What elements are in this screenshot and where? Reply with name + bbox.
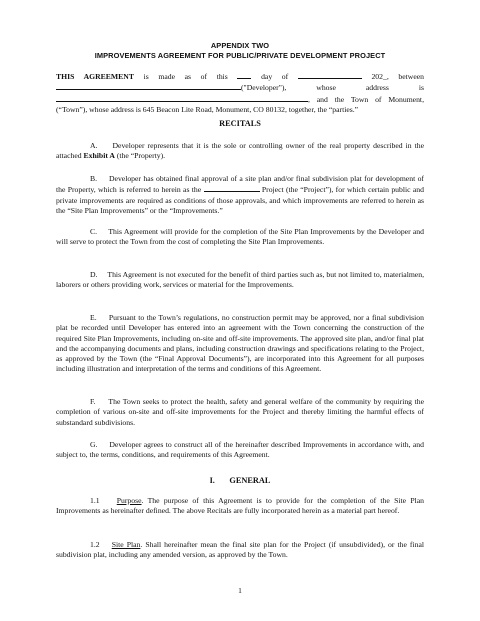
recital-g <box>56 440 424 461</box>
recital-d-text: D. This Agreement is not executed for the benefit of third parties such as, but not limited to, materialmen, laborers or others providing work, services or material for the Improvements. <box>56 270 424 290</box>
recital-b-end: Project (the “Project”), for which certain public and private improvements are required as conditions of those approvals, and which improvements are referred to herein as the “Site Plan Improvements” or the “Improvements.” <box>56 185 424 215</box>
developer-name-blank <box>56 82 241 90</box>
recital-a-end: (the “Property). <box>114 151 166 161</box>
project-name-blank <box>204 184 260 192</box>
recital-a-text: A. Developer represents that it is the sole or controlling owner of the real property described in the attached <box>56 141 424 161</box>
recital-b <box>56 174 424 216</box>
intro-text-3: 202_, between <box>361 72 424 81</box>
intro-text-5: , and the Town of Monument, (“Town”), whose address is 645 Beacon Lite Road, Monument, CO 80132, together, the “parties.” <box>56 94 424 114</box>
recital-f-text: F. The Town seeks to protect the health, safety and general welfare of the community by requiring the completion of various on-site and off-site improvements for the Project and thereby limiting the harmful effects of substandard subdivisions. <box>56 397 424 427</box>
appendix-label: APPENDIX TWO <box>210 41 270 50</box>
day-blank <box>237 71 251 79</box>
intro-text-2: day of <box>251 72 298 81</box>
section-1-1-title: Purpose <box>116 496 142 505</box>
section-1-1 <box>56 496 424 517</box>
section-1-2-title: Site Plan <box>111 540 141 549</box>
section-1-2-text: . Shall hereinafter mean the final site plan for the Project (if unsubdivided), or the final subdivision plat, including any amended version, as approved by the Town. <box>56 540 424 560</box>
recital-c <box>56 227 424 248</box>
page-number: 1 <box>238 586 242 595</box>
section-1-2 <box>56 540 424 561</box>
intro-paragraph <box>56 71 424 115</box>
recital-e-text: E. Pursuant to the Town’s regulations, no construction permit may be approved, nor a final subdivision plat be recorded until Developer has entered into an agreement with the Town concerning the construction of the required Site Plan Improvements, including on-site and off-site improvements. The approved site plan, and/or final plat and the accompanying documents and plans, including construction drawings and specifications relating to the Project, as approved by the Town (the “Final Approval Documents”), are incorporated into this Agreement for all purposes including illustration and interpretation of the terms and conditions of this Agreement. <box>56 313 424 374</box>
section-1-2-number: 1.2 <box>90 540 112 549</box>
section-1-1-number: 1.1 <box>90 496 117 505</box>
recital-a <box>56 141 424 162</box>
intro-lead: THIS AGREEMENT <box>56 72 134 81</box>
recitals-heading: RECITALS <box>219 119 261 128</box>
recital-d <box>56 270 424 291</box>
recital-g-text: G. Developer agrees to construct all of the hereinafter described Improvements in accordance with, and subject to, the terms, conditions, and requirements of this Agreement. <box>56 440 424 460</box>
recital-f <box>56 397 424 428</box>
recital-e <box>56 313 424 375</box>
section-1-1-text: . The purpose of this Agreement is to provide for the completion of the Site Plan Improvements as hereinafter defined. The above Recitals are fully incorporated herein as a material part hereof. <box>56 496 424 516</box>
month-blank <box>298 71 362 79</box>
intro-text-1: is made as of this <box>133 72 238 81</box>
intro-text-4: ("Developer"), whose address is <box>241 83 424 93</box>
recital-c-text: C. This Agreement will provide for the completion of the Site Plan Improvements by the Developer and will serve to protect the Town from the cost of completing the Site Plan Improvements. <box>56 227 424 247</box>
exhibit-a-ref: Exhibit A <box>83 151 115 161</box>
document-title: IMPROVEMENTS AGREEMENT FOR PUBLIC/PRIVATE DEVELOPMENT PROJECT <box>94 51 386 60</box>
general-heading: I. GENERAL <box>209 476 271 485</box>
developer-address-blank <box>56 94 308 102</box>
recital-b-text: B. Developer has obtained final approval of a site plan and/or final subdivision plat for development of the Property, which is referred to herein as the <box>56 174 424 195</box>
